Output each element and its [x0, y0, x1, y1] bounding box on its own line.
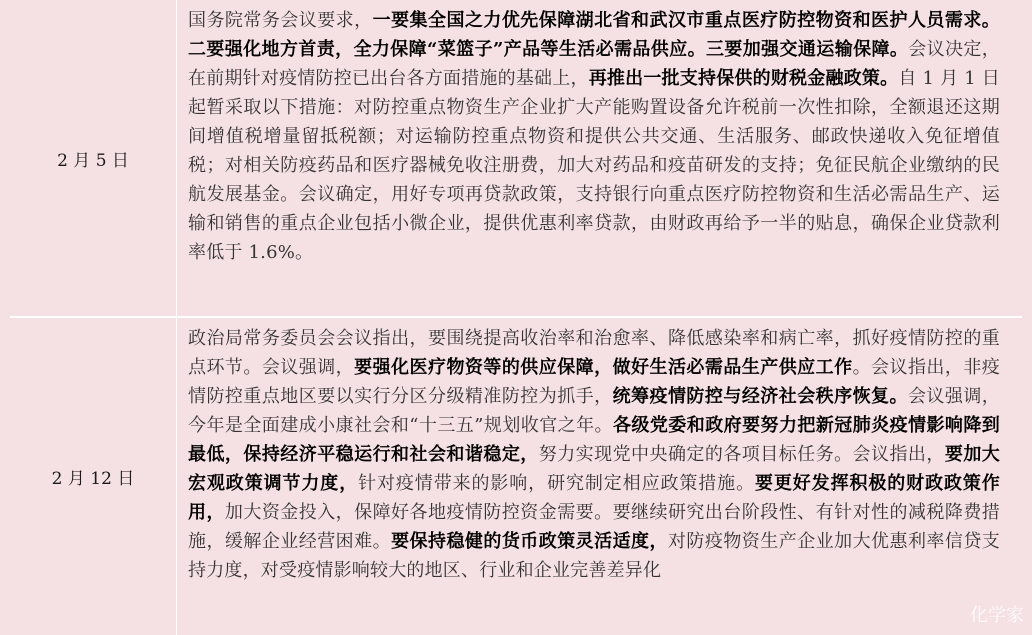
text-segment: 针对疫情带来的影响，研究制定相应政策措施。 [358, 473, 755, 494]
bold-text-segment: 要加大宏观政策调节力度， [188, 444, 1000, 494]
bold-text-segment: 各级党委和政府要努力把新冠肺炎疫情影响降到最低，保持经济平稳运行和社会和谐稳定， [188, 415, 1000, 465]
text-segment: 。会议指出，非疫情防控重点地区要以实行分区分级精准防控为抓手， [188, 357, 1000, 407]
table-row [10, 0, 1022, 316]
bold-text-segment: 再推出一批支持保供的财税金融政策。 [589, 68, 899, 89]
bold-text-segment: 要强化医疗物资等的供应保障，做好生活必需品生产供应工作 [354, 357, 852, 378]
text-segment: 对防疫物资生产企业加大优惠利率信贷支持力度，对受疫情影响较大的地区、行业和企业完善差异化 [188, 531, 1000, 581]
text-segment: 会议决定，在前期针对疫情防控已出台各方面措施的基础上， [188, 39, 1000, 89]
watermark: 化学家 [970, 601, 1024, 627]
bold-text-segment: 统筹疫情防控与经济社会秩序恢复。 [613, 386, 908, 407]
text-segment: 政治局常务委员会会议指出，要围绕提高收治率和治愈率、降低感染率和病亡率，抓好疫情防控的重点环节。会议强调， [188, 328, 1000, 378]
row-content [188, 6, 1000, 267]
text-segment: 国务院常务会议要求， [188, 10, 373, 31]
row-date: 2 月 5 日 [10, 0, 177, 316]
table-row [10, 316, 1022, 635]
policy-table [10, 0, 1022, 633]
bold-text-segment: 一要集全国之力优先保障湖北省和武汉市重点医疗防控物资和医护人员需求。二要强化地方首责，全力保障“菜篮子”产品等生活必需品供应。三要加强交通运输保障。 [188, 10, 1000, 60]
bold-text-segment: 要更好发挥积极的财政政策作用， [188, 473, 1000, 523]
text-segment: 努力实现党中央确定的各项目标任务。会议指出， [539, 444, 945, 465]
row-content [188, 324, 1000, 585]
text-segment: 会议强调，今年是全面建成小康社会和“十三五”规划收官之年。 [188, 386, 1000, 436]
bold-text-segment: 要保持稳健的货币政策灵活适度， [391, 531, 668, 552]
text-segment: 加大资金投入，保障好各地疫情防控资金需要。要继续研究出台阶段性、有针对性的减税降费措施，缓解企业经营困难。 [188, 502, 1000, 552]
text-segment: 自 1 月 1 日起暂采取以下措施：对防控重点物资生产企业扩大产能购置设备允许税前一次性扣除，全额退还这期间增值税增量留抵税额；对运输防控重点物资和提供公共交通、生活服务、邮政快递收入免征增值税；对相关防疫药品和医疗器械免收注册费，加大对药品和疫苗研发的支持；免征民航企业缴纳的民航发展基金。会议确定，用好专项再贷款政策，支持银行向重点医疗防控物资和生活必需品生产、运输和销售的重点企业包括小微企业，提供优惠利率贷款，由财政再给予一半的贴息，确保企业贷款利率低于 1.6%。 [188, 68, 1000, 263]
row-date: 2 月 12 日 [10, 318, 177, 635]
